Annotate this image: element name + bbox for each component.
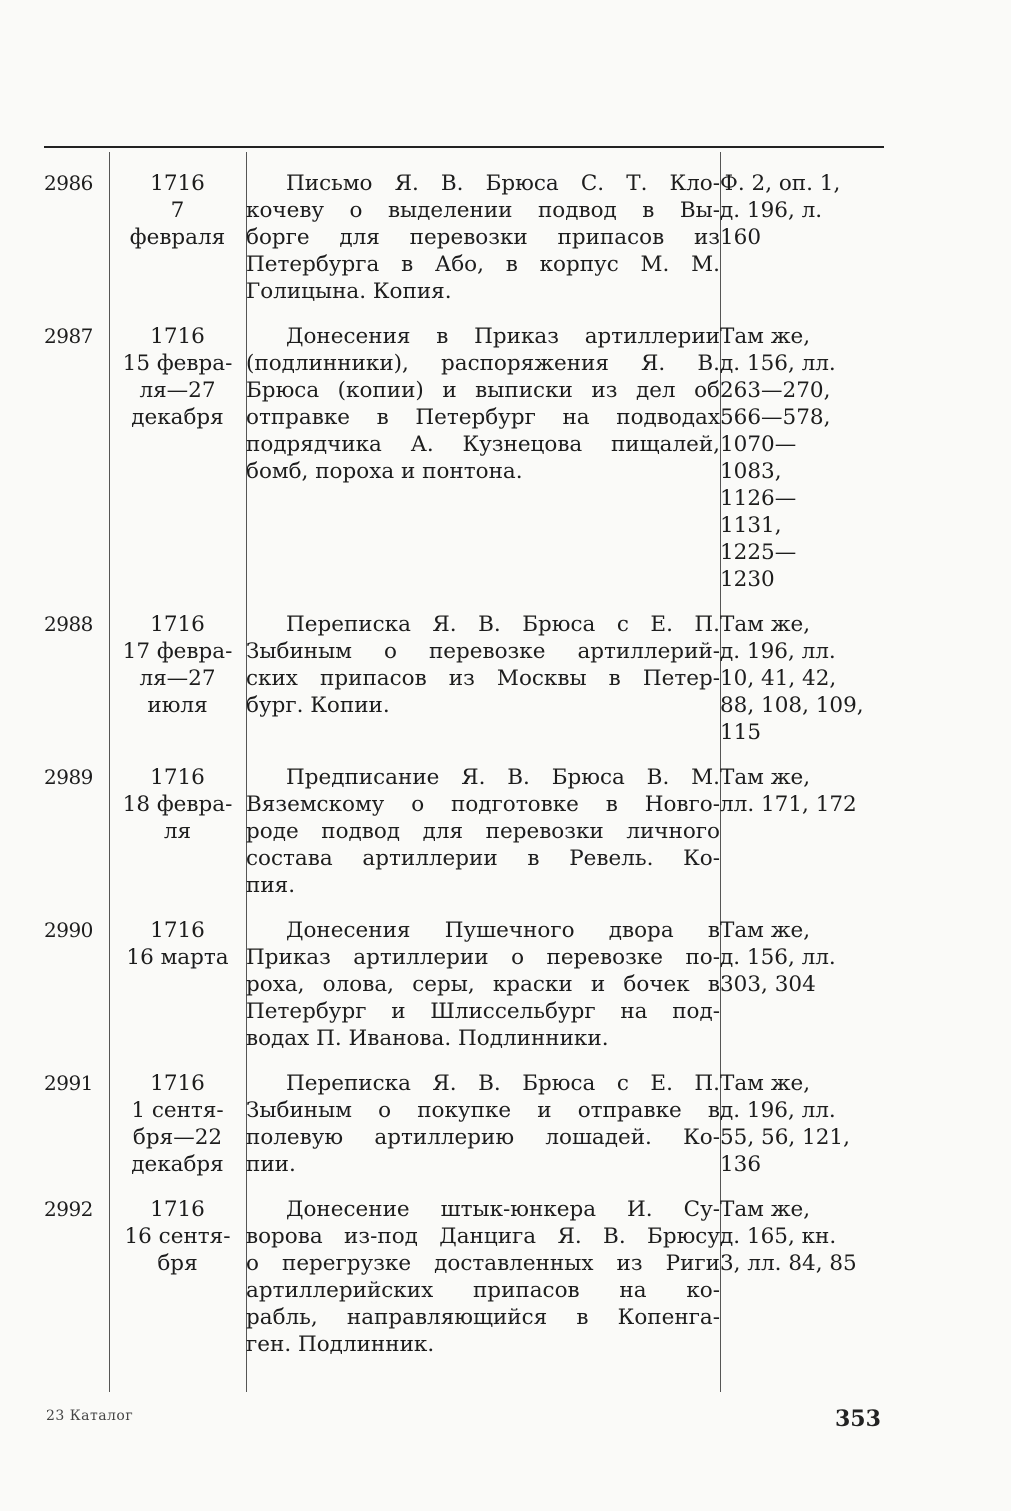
entry-reference-line: 160 xyxy=(720,225,762,250)
entry-date-line: 1716 xyxy=(150,1197,205,1222)
entry-reference-line: 115 xyxy=(720,720,762,745)
entry-description-line: Приказ артиллерии о перевозке по- xyxy=(246,945,720,970)
entry-description-line: полевую артиллерию лошадей. Ко- xyxy=(246,1125,720,1150)
entry-date-line: 1716 xyxy=(150,1071,205,1096)
entry-date-line: 1716 xyxy=(150,324,205,349)
entry-description-line: бомб, пороха и понтона. xyxy=(246,459,523,484)
entry-reference xyxy=(720,1070,884,1196)
entry-description xyxy=(246,1196,720,1358)
entry-date-line: июля xyxy=(147,693,208,718)
entry-reference-line: Там же, xyxy=(720,918,811,943)
entry-description-line: подрядчика А. Кузнецова пищалей, xyxy=(246,432,720,457)
entry-description-line: о перегрузке доставленных из Риги xyxy=(246,1251,720,1276)
entry-description-line: Переписка Я. В. Брюса с Е. П. xyxy=(286,612,720,637)
entry-reference-line: Там же, xyxy=(720,1071,811,1096)
entry-reference-line: 10, 41, 42, xyxy=(720,666,837,691)
entry-description-line: пии. xyxy=(246,1152,296,1177)
entry-reference-line: Ф. 2, оп. 1, xyxy=(720,171,841,196)
entry-reference-line: 1230 xyxy=(720,567,775,592)
entry-description-line: борге для перевозки припасов из xyxy=(246,225,720,250)
entry-reference-line: Там же, xyxy=(720,1197,811,1222)
entry-description-line: роде подвод для перевозки личного xyxy=(246,819,720,844)
entry-reference-line: 136 xyxy=(720,1152,762,1177)
entry-date-line: бря xyxy=(157,1251,198,1276)
entry-reference-line: 1126— xyxy=(720,486,797,511)
entry-reference xyxy=(720,323,884,611)
entry-description xyxy=(246,323,720,611)
entry-date xyxy=(109,917,246,1070)
entry-reference-line: д. 196, л. xyxy=(720,198,823,223)
entry-reference xyxy=(720,917,884,1070)
signature-mark: 23 Каталог xyxy=(46,1408,134,1424)
entry-reference-line: Там же, xyxy=(720,324,811,349)
entry-description-line: Предписание Я. В. Брюса В. М. xyxy=(286,765,720,790)
entry-reference-line: 303, 304 xyxy=(720,972,816,997)
entry-description-line: пия. xyxy=(246,873,296,898)
entry-date xyxy=(109,1070,246,1196)
entry-reference-line: 1070— xyxy=(720,432,797,457)
entry-description-line: Петербурга в Або, в корпус М. М. xyxy=(246,252,720,277)
entry-number: 2991 xyxy=(44,1071,93,1095)
entry-description-line: Донесения Пушечного двора в xyxy=(286,918,720,943)
entry-number: 2989 xyxy=(44,765,93,789)
entry-date xyxy=(109,323,246,611)
catalog-table-body xyxy=(44,170,884,1358)
entry-description-line: (подлинники), распоряжения Я. В. xyxy=(246,351,720,376)
entry-date-line: 1716 xyxy=(150,171,205,196)
entry-date xyxy=(109,170,246,323)
entry-reference-line: д. 156, лл. xyxy=(720,351,836,376)
entry-reference xyxy=(720,170,884,323)
entry-reference-line: д. 156, лл. xyxy=(720,945,836,970)
entry-date-line: 16 сентя- xyxy=(124,1224,231,1249)
entry-description-line: кочеву о выделении подвод в Вы- xyxy=(246,198,720,223)
entry-description-line: состава артиллерии в Ревель. Ко- xyxy=(246,846,720,871)
entry-reference xyxy=(720,1196,884,1358)
entry-date-line: декабря xyxy=(131,405,224,430)
entry-reference-line: 566—578, xyxy=(720,405,831,430)
entry-description-line: водах П. Иванова. Подлинники. xyxy=(246,1026,609,1051)
catalog-entry xyxy=(44,1196,884,1358)
entry-description-line: Вяземскому о подготовке в Новго- xyxy=(246,792,720,817)
entry-description-line: ген. Подлинник. xyxy=(246,1332,435,1357)
entry-reference-line: Там же, xyxy=(720,765,811,790)
entry-description-line: роха, олова, серы, краски и бочек в xyxy=(246,972,720,997)
entry-date-line: 1716 xyxy=(150,612,205,637)
entry-description xyxy=(246,611,720,764)
entry-number: 2986 xyxy=(44,171,93,195)
catalog-entry xyxy=(44,611,884,764)
entry-number: 2990 xyxy=(44,918,93,942)
entry-number: 2987 xyxy=(44,324,93,348)
entry-number: 2988 xyxy=(44,612,93,636)
catalog-entry xyxy=(44,917,884,1070)
entry-description-line: Донесение штык-юнкера И. Су- xyxy=(286,1197,720,1222)
entry-reference-line: д. 196, лл. xyxy=(720,639,836,664)
entry-reference xyxy=(720,611,884,764)
entry-description-line: Письмо Я. В. Брюса С. Т. Кло- xyxy=(286,171,720,196)
entry-description-line: ских припасов из Москвы в Петер- xyxy=(246,666,720,691)
entry-description-line: Голицына. Копия. xyxy=(246,279,452,304)
entry-date-line: 1 сентя- xyxy=(131,1098,224,1123)
entry-description xyxy=(246,170,720,323)
entry-date-line: 1716 xyxy=(150,918,205,943)
entry-reference xyxy=(720,764,884,917)
catalog-table xyxy=(44,170,884,1358)
catalog-entry xyxy=(44,1070,884,1196)
entry-date xyxy=(109,1196,246,1358)
entry-description-line: Донесения в Приказ артиллерии xyxy=(286,324,720,349)
entry-description xyxy=(246,917,720,1070)
entry-date-line: февраля xyxy=(129,225,226,250)
entry-date xyxy=(109,764,246,917)
entry-date-line: декабря xyxy=(131,1152,224,1177)
entry-description-line: Зыбиным о покупке и отправке в xyxy=(246,1098,720,1123)
entry-reference-line: д. 165, кн. xyxy=(720,1224,837,1249)
entry-reference-line: 263—270, xyxy=(720,378,831,403)
catalog-entry xyxy=(44,764,884,917)
entry-description-line: отправке в Петербург на подводах xyxy=(246,405,720,430)
entry-description-line: Петербург и Шлиссельбург на под- xyxy=(246,999,720,1024)
entry-reference-line: 1083, xyxy=(720,459,782,484)
entry-number: 2992 xyxy=(44,1197,93,1221)
entry-date-line: 1716 xyxy=(150,765,205,790)
entry-description-line: Переписка Я. В. Брюса с Е. П. xyxy=(286,1071,720,1096)
catalog-entry xyxy=(44,170,884,323)
entry-date-line: ля—27 xyxy=(139,666,216,691)
page-number: 353 xyxy=(835,1406,881,1432)
entry-date-line: ля xyxy=(163,819,192,844)
entry-description-line: Зыбиным о перевозке артиллерий- xyxy=(246,639,720,664)
entry-description-line: бург. Копии. xyxy=(246,693,390,718)
entry-reference-line: д. 196, лл. xyxy=(720,1098,836,1123)
entry-description-line: артиллерийских припасов на ко- xyxy=(246,1278,720,1303)
entry-description-line: ворова из-под Данцига Я. В. Брюсу xyxy=(246,1224,720,1249)
entry-description xyxy=(246,764,720,917)
entry-reference-line: 88, 108, 109, xyxy=(720,693,864,718)
entry-date-line: 17 февра- xyxy=(122,639,233,664)
entry-date-line: бря—22 xyxy=(132,1125,223,1150)
entry-description-line: Брюса (копии) и выписки из дел об xyxy=(246,378,720,403)
entry-reference-line: 3, лл. 84, 85 xyxy=(720,1251,857,1276)
entry-date-line: 7 xyxy=(170,198,185,223)
entry-reference-line: Там же, xyxy=(720,612,811,637)
entry-reference-line: 55, 56, 121, xyxy=(720,1125,850,1150)
entry-reference-line: лл. 171, 172 xyxy=(720,792,857,817)
entry-description xyxy=(246,1070,720,1196)
table-top-rule xyxy=(44,146,884,148)
entry-date-line: 18 февра- xyxy=(122,792,233,817)
entry-reference-line: 1131, xyxy=(720,513,782,538)
entry-description-line: рабль, направляющийся в Копенга- xyxy=(246,1305,720,1330)
catalog-entry xyxy=(44,323,884,611)
entry-reference-line: 1225— xyxy=(720,540,797,565)
entry-date-line: ля—27 xyxy=(139,378,216,403)
entry-date-line: 16 марта xyxy=(126,945,229,970)
entry-date xyxy=(109,611,246,764)
entry-date-line: 15 февра- xyxy=(122,351,233,376)
